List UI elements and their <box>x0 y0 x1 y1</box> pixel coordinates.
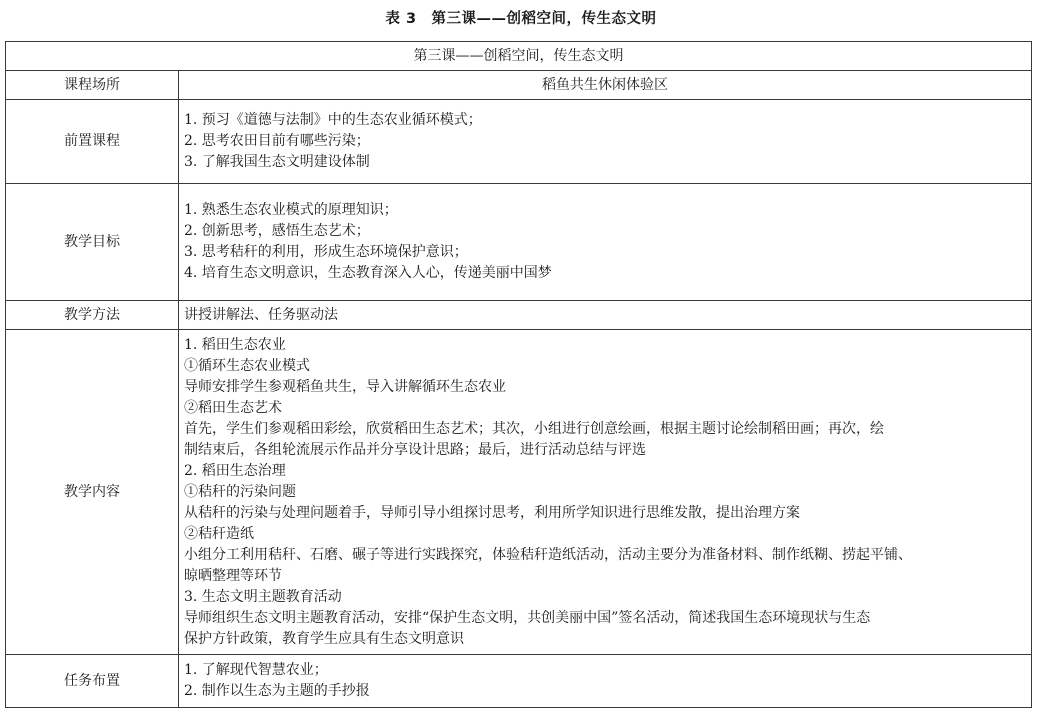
row-label: 教学内容 <box>6 330 179 655</box>
row-label: 课程场所 <box>6 71 179 100</box>
content-line: 导师组织生态文明主题教育活动，安排“保护生态文明，共创美丽中国”签名活动，简述我国生态环境现状与生态 <box>184 609 871 626</box>
content-line: ①循环生态农业模式 <box>184 357 310 374</box>
lesson-table <box>5 41 1032 708</box>
table-caption: 表 3 第三课——创稻空间，传生态文明 <box>385 11 657 27</box>
table-header-row <box>6 42 1032 71</box>
row-label: 教学目标 <box>6 184 179 301</box>
content-line: 讲授讲解法、任务驱动法 <box>184 306 338 323</box>
content-line: 导师安排学生参观稻鱼共生，导入讲解循环生态农业 <box>184 378 506 395</box>
row-label: 前置课程 <box>6 100 179 184</box>
content-line: ①秸秆的污染问题 <box>184 483 296 500</box>
row-venue <box>6 71 1032 100</box>
content-line: 1. 稻田生态农业 <box>184 336 286 353</box>
content-line: 2. 创新思考，感悟生态艺术； <box>184 223 370 239</box>
row-methods <box>6 301 1032 330</box>
content-line: 1. 预习《道德与法制》中的生态农业循环模式； <box>184 112 482 128</box>
row-objectives <box>6 184 1032 301</box>
content-line: 3. 了解我国生态文明建设体制 <box>184 154 370 170</box>
content-line: 3. 思考秸秆的利用，形成生态环境保护意识； <box>184 244 468 260</box>
row-content <box>179 71 1032 100</box>
row-label: 教学方法 <box>6 301 179 330</box>
row-content-section <box>6 330 1032 655</box>
content-line: 晾晒整理等环节 <box>184 567 282 584</box>
row-content <box>179 330 1032 655</box>
row-content <box>179 655 1032 708</box>
row-content <box>179 100 1032 184</box>
content-line: 2. 制作以生态为主题的手抄报 <box>184 683 370 699</box>
table-header: 第三课——创稻空间，传生态文明 <box>6 42 1032 71</box>
content-line: 1. 熟悉生态农业模式的原理知识； <box>184 202 398 218</box>
row-prerequisite <box>6 100 1032 184</box>
content-line: ②秸秆造纸 <box>184 525 254 542</box>
content-line: 2. 思考农田目前有哪些污染； <box>184 133 370 149</box>
row-content <box>179 184 1032 301</box>
content-line: 稻鱼共生休闲体验区 <box>542 76 668 93</box>
content-line: 小组分工利用秸秆、石磨、碾子等进行实践探究，体验秸秆造纸活动，活动主要分为准备材料、制作纸糊、捞起平铺、 <box>184 546 912 563</box>
content-line: 2. 稻田生态治理 <box>184 462 286 479</box>
content-line: ②稻田生态艺术 <box>184 399 282 416</box>
content-line: 制结束后，各组轮流展示作品并分享设计思路；最后，进行活动总结与评选 <box>184 441 646 458</box>
content-line: 从秸秆的污染与处理问题着手，导师引导小组探讨思考，利用所学知识进行思维发散，提出治理方案 <box>184 504 800 521</box>
row-label: 任务布置 <box>6 655 179 708</box>
content-line: 保护方针政策，教育学生应具有生态文明意识 <box>184 630 464 647</box>
content-line: 1. 了解现代智慧农业； <box>184 662 328 678</box>
row-content <box>179 301 1032 330</box>
content-line: 3. 生态文明主题教育活动 <box>184 588 342 605</box>
row-assignment <box>6 655 1032 708</box>
content-line: 首先，学生们参观稻田彩绘，欣赏稻田生态艺术；其次，小组进行创意绘画，根据主题讨论绘制稻田画；再次，绘 <box>184 420 884 437</box>
content-line: 4. 培育生态文明意识，生态教育深入人心，传递美丽中国梦 <box>184 265 552 281</box>
